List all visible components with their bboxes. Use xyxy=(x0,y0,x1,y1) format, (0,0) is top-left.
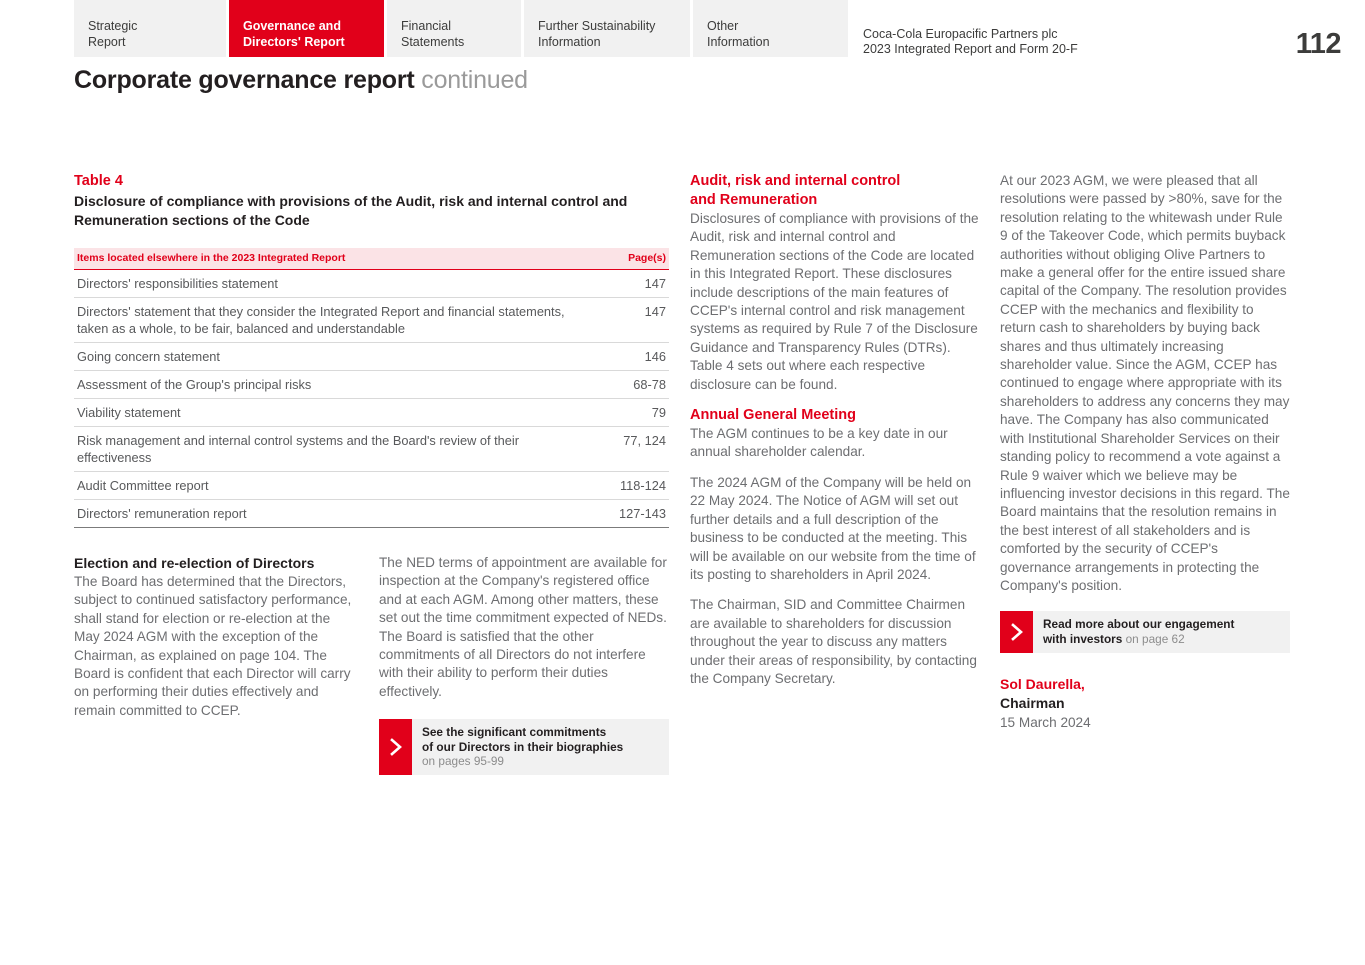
table-cell-pages: 68-78 xyxy=(579,371,669,399)
signature-role: Chairman xyxy=(1000,694,1065,711)
document-reference-line1: Coca-Cola Europacific Partners plc xyxy=(863,27,1058,41)
table-header-row xyxy=(74,248,669,270)
table-cell-item: Audit Committee report xyxy=(74,472,579,500)
table-row xyxy=(74,270,669,298)
agm-paragraph-1: The AGM continues to be a key date in our annual shareholder calendar. xyxy=(690,426,948,460)
page-number: 112 xyxy=(1295,28,1341,60)
table-row xyxy=(74,399,669,427)
disclosure-table xyxy=(74,248,669,528)
table-cell-pages: 77, 124 xyxy=(579,427,669,472)
tab-strategic-report-line2: Report xyxy=(88,35,126,49)
election-paragraph: The Board has determined that the Directors, subject to continued satisfactory performance, shall stand for election or re-election at the May 2024 AGM with the exception of the Chairman, as explained on page 104. The Board is confident that each Director will carry on performing their duties effectively and remain committed to CCEP. xyxy=(74,574,352,718)
agm-heading: Annual General Meeting xyxy=(690,407,856,424)
signature-date: 15 March 2024 xyxy=(1000,714,1091,730)
tab-sustainability-line2: Information xyxy=(538,35,601,49)
audit-heading xyxy=(690,172,980,210)
table-cell-item: Directors' statement that they consider the Integrated Report and financial statements, taken as a whole, to be fair, balanced and understandable xyxy=(74,298,579,343)
agm-paragraph-3: The Chairman, SID and Committee Chairmen are available to shareholders for discussion throughout the year to discuss any matters under their areas of responsibility, by contacting the Company Secretary. xyxy=(690,597,977,686)
ned-section xyxy=(379,554,669,775)
document-reference xyxy=(851,0,1078,57)
callout-bio-line2: of our Directors in their biographies xyxy=(422,739,624,754)
page-title-main: Corporate governance report xyxy=(74,66,415,94)
table-row xyxy=(74,298,669,343)
table-cell-pages: 146 xyxy=(579,343,669,371)
callout-investor-engagement-text xyxy=(1033,611,1242,652)
table-cell-pages: 147 xyxy=(579,270,669,298)
signature-block xyxy=(1000,675,1290,732)
table-cell-pages: 127-143 xyxy=(579,500,669,528)
election-section xyxy=(74,554,353,775)
tab-bar-left-spacer xyxy=(0,0,74,57)
section-tab-bar xyxy=(0,0,1365,57)
tab-further-sustainability-information[interactable] xyxy=(524,0,690,57)
table-cell-item: Directors' remuneration report xyxy=(74,500,579,528)
agm-results-paragraph: At our 2023 AGM, we were pleased that all resolutions were passed by >80%, save for the resolution relating to the whitewash under Rule 9 of the Takeover Code, which permits buyback authorities without obliging Olive Partners to make a general offer for the entire issued share capital of the Company. The resolution provides CCEP with the mechanics and flexibility to return cash to shareholders by buying back shares and thus ultimately increasing shareholder value. Since the AGM, CCEP has continued to engage where appropriate with its shareholders to address any concerns they may have. The Company has also communicated with Institutional Shareholder Services on their standing policy to recommend a vote against a Rule 9 waiver which we believe may be influencing investor decisions in this regard. The Board maintains that the resolution remains in the best interest of all stakeholders and is comforted by the security of CCEP's governance arrangements in protecting the Company's position. xyxy=(1000,173,1290,593)
chevron-right-icon xyxy=(1000,611,1033,652)
table-cell-pages: 79 xyxy=(579,399,669,427)
document-reference-line2: 2023 Integrated Report and Form 20-F xyxy=(863,42,1078,56)
tab-governance-and-directors-report[interactable] xyxy=(229,0,384,57)
column-middle xyxy=(690,172,980,688)
table-cell-item: Going concern statement xyxy=(74,343,579,371)
audit-heading-line1: Audit, risk and internal control xyxy=(690,173,901,189)
tab-strategic-report-line1: Strategic xyxy=(88,19,138,33)
tab-financial-line2: Statements xyxy=(401,35,465,49)
callout-bio-line1: See the significant commitments xyxy=(422,725,607,740)
lower-left-subcolumns xyxy=(74,554,669,775)
signature-name: Sol Daurella, xyxy=(1000,675,1085,692)
election-heading: Election and re-election of Directors xyxy=(74,555,315,571)
table-row xyxy=(74,472,669,500)
tab-strategic-report[interactable] xyxy=(74,0,226,57)
agm-paragraph-2: The 2024 AGM of the Company will be held on 22 May 2024. The Notice of AGM will set out further details and a full description of the business to be conducted at the meeting. This will be available on our website from the time of its posting to shareholders in April 2024. xyxy=(690,474,976,582)
tab-sustainability-line1: Further Sustainability xyxy=(538,19,656,33)
tab-other-line1: Other xyxy=(707,19,739,33)
column-left xyxy=(74,172,669,775)
table-cell-item: Assessment of the Group's principal risks xyxy=(74,371,579,399)
tab-other-information[interactable] xyxy=(693,0,848,57)
table-cell-item: Directors' responsibilities statement xyxy=(74,270,579,298)
table-row xyxy=(74,371,669,399)
callout-investor-page-ref: on page 62 xyxy=(1125,631,1185,646)
column-right xyxy=(1000,172,1290,732)
audit-heading-line2: and Remuneration xyxy=(690,192,818,208)
callout-investor-line2: with investors xyxy=(1043,631,1123,646)
table-row xyxy=(74,500,669,528)
table-cell-item: Risk management and internal control systems and the Board's review of their effectiveness xyxy=(74,427,579,472)
table-cell-pages: 118-124 xyxy=(579,472,669,500)
table-header-pages: Page(s) xyxy=(579,248,669,270)
tab-governance-line1: Governance and xyxy=(243,19,341,33)
table-cell-item: Viability statement xyxy=(74,399,579,427)
callout-bio-page-ref: on pages 95-99 xyxy=(422,754,504,769)
ned-paragraph: The NED terms of appointment are available for inspection at the Company's registered office and at each AGM. Among other matters, these set out the time commitment expected of NEDs. The Board is satisfied that the other commitments of all Directors do not interfere with their ability to perform their duties effectively. xyxy=(379,555,667,699)
tab-financial-statements[interactable] xyxy=(387,0,521,57)
callout-investor-line1: Read more about our engagement xyxy=(1043,617,1235,632)
callout-directors-biographies-text xyxy=(412,719,631,775)
table-header-items: Items located elsewhere in the 2023 Integrated Report xyxy=(74,248,579,270)
table-label: Table 4 xyxy=(74,173,123,189)
page-title xyxy=(74,64,528,96)
tab-other-line2: Information xyxy=(707,35,770,49)
tab-governance-line2: Directors' Report xyxy=(243,35,345,49)
callout-investor-engagement[interactable] xyxy=(1000,611,1290,652)
table-caption: Disclosure of compliance with provisions of the Audit, risk and internal control and Remuneration sections of the Code xyxy=(74,193,628,228)
tab-financial-line1: Financial xyxy=(401,19,452,33)
table-row xyxy=(74,427,669,472)
table-cell-pages: 147 xyxy=(579,298,669,343)
chevron-right-icon xyxy=(379,719,412,775)
table-row xyxy=(74,343,669,371)
callout-directors-biographies[interactable] xyxy=(379,719,669,775)
page-title-continued: continued xyxy=(421,66,528,94)
audit-paragraph: Disclosures of compliance with provisions of the Audit, risk and internal control and Remuneration sections of the Code are located in this Integrated Report. These disclosures include descriptions of the main features of CCEP's internal control and risk management systems as required by Rule 7 of the Disclosure Guidance and Transparency Rules (DTRs). Table 4 sets out where each respective disclosure can be found. xyxy=(690,211,979,392)
